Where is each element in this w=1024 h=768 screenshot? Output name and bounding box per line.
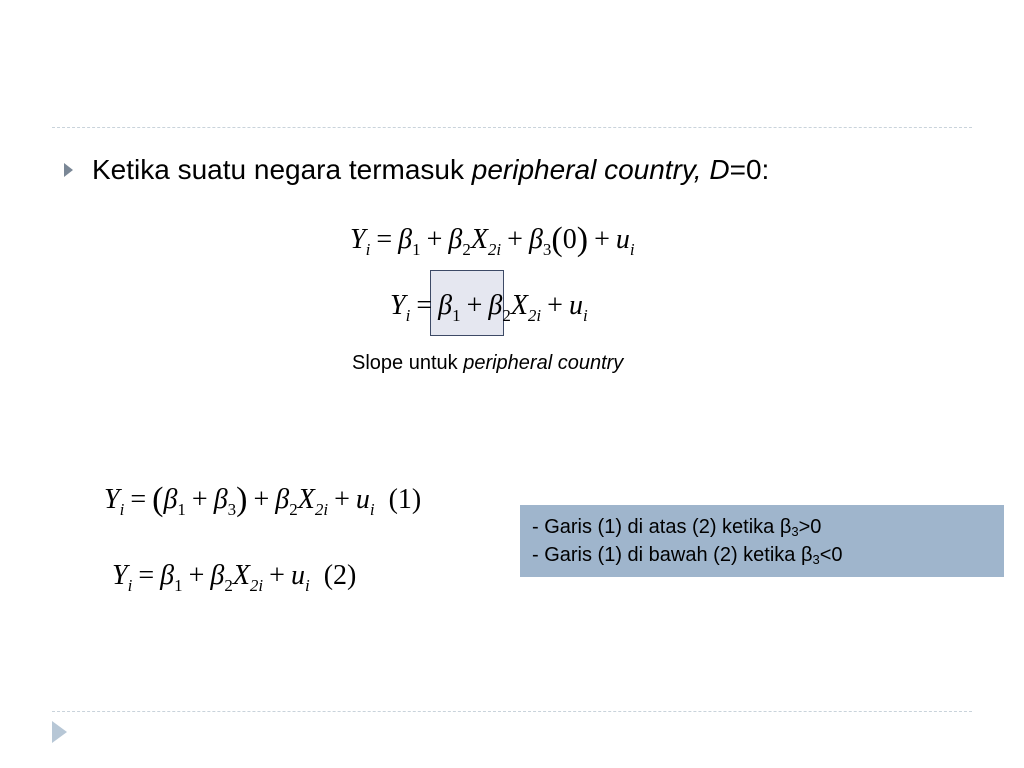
slide-headline: Ketika suatu negara termasuk peripheral country, D=0: bbox=[92, 154, 770, 185]
note-line-2: - Garis (1) di bawah (2) ketika $\beta_3<0$ bbox=[532, 544, 843, 567]
equation-label-2: (2) bbox=[323, 560, 357, 591]
next-slide-arrow-icon[interactable] bbox=[52, 721, 67, 743]
interpretation-note-box bbox=[520, 505, 1004, 577]
equation-peripheral-line-2: $Y_i = \beta_1 + \beta_2X_{2i} + u_i$ (2) bbox=[112, 560, 357, 595]
bottom-divider bbox=[52, 711, 972, 712]
note-line-1: - Garis (1) di atas (2) ketika $\beta_3>0$ bbox=[532, 516, 822, 539]
equation-core-line-1: $Y_i = (\beta_1 + \beta_3) + \beta_2X_{2i} + u_i$ (1) bbox=[104, 481, 422, 519]
top-divider bbox=[52, 127, 972, 128]
equation-general: $Y_i = \beta_1 + \beta_2X_{2i} + \beta_3(0) + u_i$ bbox=[350, 221, 635, 259]
slope-caption: Slope untuk peripheral country bbox=[352, 352, 624, 374]
equation-label-1: (1) bbox=[388, 484, 422, 515]
bullet-triangle-icon bbox=[64, 163, 73, 177]
equation-peripheral: $Y_i = \beta_1 + \beta_2X_{2i} + u_i$ bbox=[390, 290, 588, 325]
